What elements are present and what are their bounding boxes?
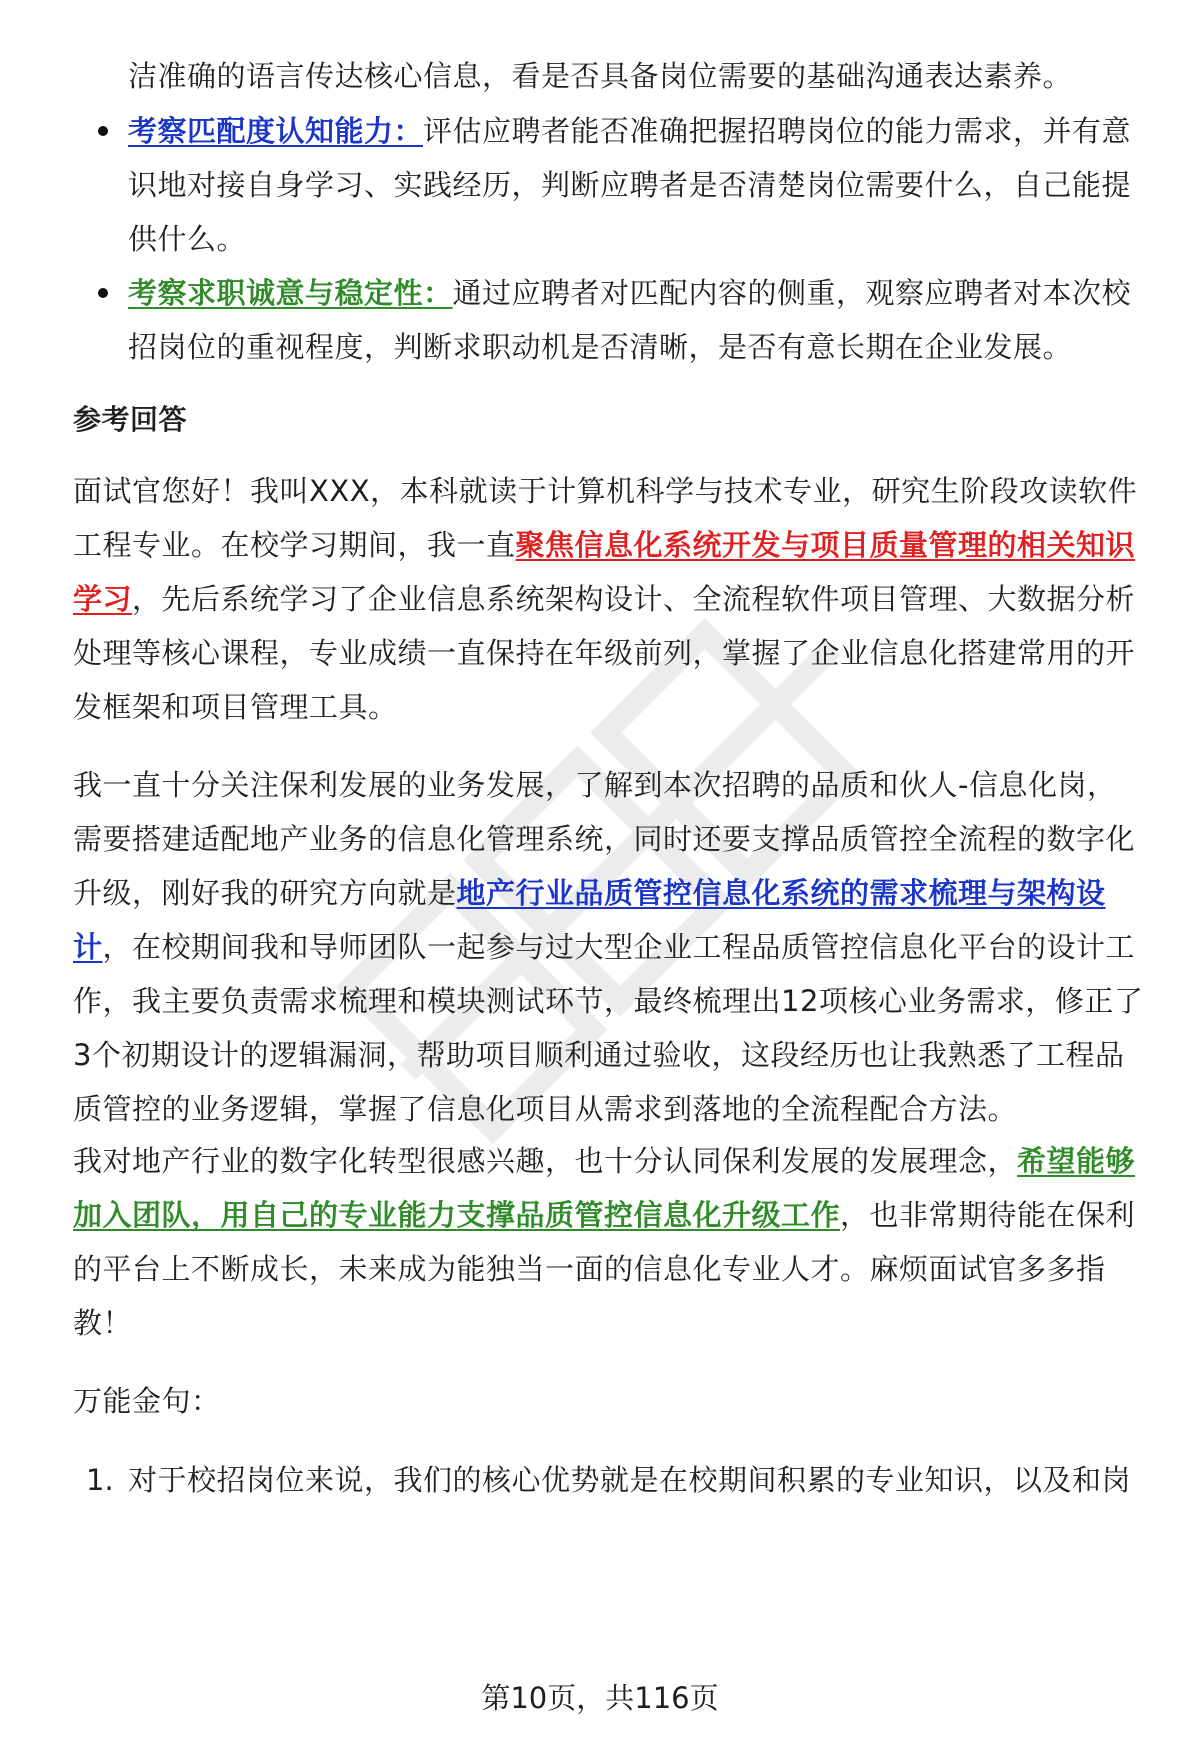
highlight-red: 学习 [73, 582, 133, 616]
highlight-green: 加入团队，用自己的专业能力支撑品质管控信息化升级工作 [73, 1198, 841, 1232]
bullet1-continuation: 洁准确的语言传达核心信息，看是否具备岗位需要的基础沟通表达素养。 [128, 59, 1073, 93]
answer-p3-line1 [73, 1141, 1135, 1181]
text-run: 我对地产行业的数字化转型很感兴趣，也十分认同保利发展的发展理念， [73, 1144, 1018, 1178]
answer-p3-line4: 教！ [73, 1306, 133, 1340]
golden-item1-line1: 对于校招岗位来说，我们的核心优势就是在校期间积累的专业知识，以及和岗 [128, 1463, 1132, 1497]
bullet-label-matching: 考察匹配度认知能力： [128, 114, 424, 148]
highlight-blue: 地产行业品质管控信息化系统的需求梳理与架构设 [456, 876, 1106, 910]
bullet-item-sincerity-line1 [128, 273, 1131, 313]
text-run: ，在校期间我和导师团队一起参与过大型企业工程品质管控信息化平台的设计工 [102, 930, 1136, 964]
answer-p3-line2 [73, 1195, 1135, 1235]
bullet-dot [98, 126, 108, 136]
bullet-text: 通过应聘者对匹配内容的侧重，观察应聘者对本次校 [452, 276, 1132, 310]
bullet-dot [98, 288, 108, 298]
answer-p2-line4 [73, 927, 1135, 967]
answer-p2-line7: 质管控的业务逻辑，掌握了信息化项目从需求到落地的全流程配合方法。 [73, 1092, 1018, 1126]
text-run: ，也非常期待能在保利 [840, 1198, 1136, 1232]
bullet-item-sincerity-line2: 招岗位的重视程度，判断求职动机是否清晰，是否有意长期在企业发展。 [128, 330, 1073, 364]
list-number: 1. [86, 1463, 114, 1497]
text-run: ，先后系统学习了企业信息系统架构设计、全流程软件项目管理、大数据分析 [132, 582, 1136, 616]
page-footer: 第10页，共116页 [481, 1681, 719, 1715]
answer-p1-line5: 发框架和项目管理工具。 [73, 690, 398, 724]
answer-p2-line6: 3个初期设计的逻辑漏洞，帮助项目顺利通过验收，这段经历也让我熟悉了工程品 [73, 1038, 1125, 1072]
text-run: 升级，刚好我的研究方向就是 [73, 876, 457, 910]
answer-p1-line1: 面试官您好！我叫XXX，本科就读于计算机科学与技术专业，研究生阶段攻读软件 [73, 474, 1138, 508]
answer-p2-line1: 我一直十分关注保利发展的业务发展，了解到本次招聘的品质和伙人-信息化岗， [73, 768, 1117, 802]
answer-p1-line2 [73, 525, 1135, 565]
bullet-item-matching-line1 [128, 111, 1131, 151]
text-run: 工程专业。在校学习期间，我一直 [73, 528, 516, 562]
answer-p2-line3 [73, 873, 1106, 913]
highlight-red: 聚焦信息化系统开发与项目质量管理的相关知识 [515, 528, 1136, 562]
highlight-green: 希望能够 [1017, 1144, 1136, 1178]
highlight-blue: 计 [73, 930, 103, 964]
bullet-label-sincerity: 考察求职诚意与稳定性： [128, 276, 453, 310]
bullet-text: 评估应聘者能否准确把握招聘岗位的能力需求，并有意 [423, 114, 1132, 148]
section-heading-reference-answer: 参考回答 [73, 403, 188, 436]
answer-p1-line3 [73, 579, 1135, 619]
answer-p3-line3: 的平台上不断成长，未来成为能独当一面的信息化专业人才。麻烦面试官多多指 [73, 1252, 1106, 1286]
bullet-item-matching-line2: 识地对接自身学习、实践经历，判断应聘者是否清楚岗位需要什么，自己能提 [128, 168, 1132, 202]
bullet-item-matching-line3: 供什么。 [128, 222, 247, 256]
answer-p2-line2: 需要搭建适配地产业务的信息化管理系统，同时还要支撑品质管控全流程的数字化 [73, 822, 1136, 856]
golden-sentences-heading: 万能金句： [73, 1384, 221, 1418]
answer-p1-line4: 处理等核心课程，专业成绩一直保持在年级前列，掌握了企业信息化搭建常用的开 [73, 636, 1136, 670]
answer-p2-line5: 作，我主要负责需求梳理和模块测试环节，最终梳理出12项核心业务需求，修正了 [73, 984, 1144, 1018]
